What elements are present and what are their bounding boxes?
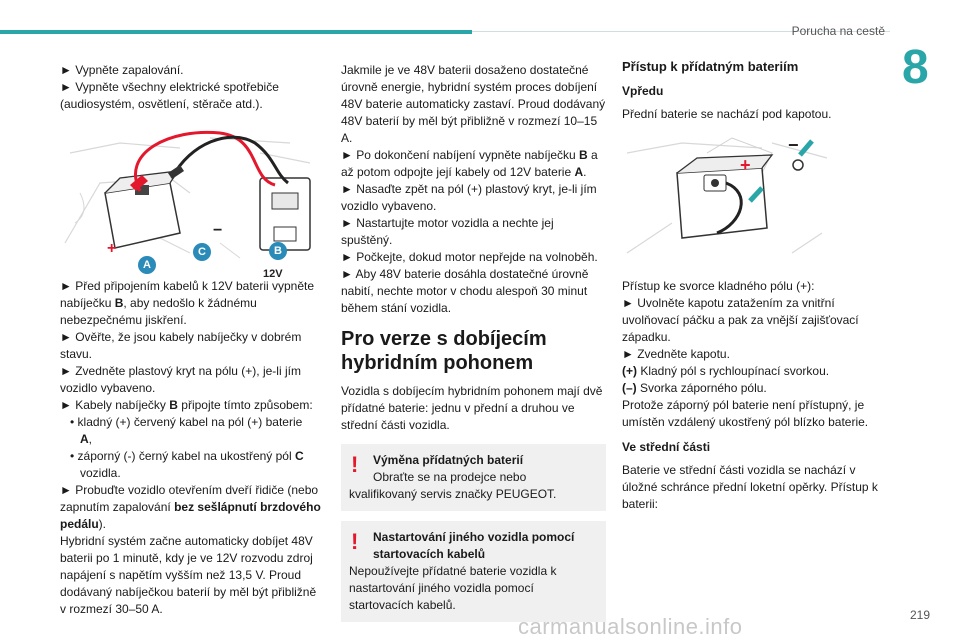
minus-sign: − <box>213 222 223 239</box>
info-front-battery: Přední baterie se nachází pod kapotou. <box>622 107 832 121</box>
column-left <box>60 62 325 618</box>
warning-box-replacement <box>341 444 606 511</box>
warning-body: Nepoužívejte přídatné baterie vozidla k nastartování jiného vozidla pomocí startovacích kabelů. <box>349 564 557 612</box>
front-battery-diagram <box>622 133 832 263</box>
voltage-label: 12V <box>263 268 283 280</box>
step-switch-off-consumers: ► Vypněte všechny elektrické spotřebiče (audiosystém, osvětlení, stěrače atd.). <box>60 80 279 111</box>
section-heading-plugin-hybrid: Pro verze s dobíjecím hybridním pohonem <box>341 328 547 374</box>
section-title: Porucha na cestě <box>791 24 885 38</box>
label-a-badge: A <box>138 256 156 274</box>
info-positive-access: Přístup ke svorce kladného pólu (+): <box>622 279 815 293</box>
warning-icon: ! <box>351 452 359 477</box>
info-auto-charging: Hybridní systém začne automaticky dobíjet 48V baterii po 1 minutě, kdy je ve 12V rozvodu zdroj napájení s napětím vyšším než 13,5 V. Proud dodávaný nabíječkou baterií by měl být přibližně v rozmezí 30–50 A. <box>60 534 317 616</box>
plus-sign: + <box>107 240 117 257</box>
step-lift-cover: ► Zvedněte plastový kryt na pólu (+), je-li jím vozidlo vybaveno. <box>60 364 301 395</box>
header-accent-bar <box>0 30 472 34</box>
minus-sign: − <box>788 135 799 155</box>
subheading-front: Vpředu <box>622 84 664 98</box>
step-wake-vehicle: ► Probuďte vozidlo otevřením dveří řidiče (nebo zapnutím zapalování bez sešlápnutí brzdového pedálu). <box>60 483 321 531</box>
warning-box-jump-start <box>341 521 606 622</box>
column-right <box>622 58 890 513</box>
warning-icon: ! <box>351 529 359 554</box>
label-c-badge: C <box>193 243 211 261</box>
info-middle-battery: Baterie ve střední části vozidla se nachází v úložné schránce přední loketní opěrky. Přístup k baterii: <box>622 463 878 511</box>
warning-body: Obraťte se na prodejce nebo <box>373 470 527 484</box>
warning-body-cont: kvalifikovaný servis značky PEUGEOT. <box>349 487 557 501</box>
charger-connection-illustration <box>60 123 325 280</box>
step-switch-off-charger: ► Před připojením kabelů k 12V baterii vypněte nabíječku B, aby nedošlo k žádnému nebezpečnému jiskření. <box>60 279 315 327</box>
step-wait-idle: ► Počkejte, dokud motor nepřejde na volnoběh. <box>341 250 598 264</box>
step-switch-off-ignition: ► Vypněte zapalování. <box>60 63 184 77</box>
chapter-number: 8 <box>902 41 929 94</box>
step-refit-cover: ► Nasaďte zpět na pól (+) plastový kryt, je-li jím vozidlo vybaveno. <box>341 182 597 213</box>
info-two-batteries: Vozidla s dobíjecím hybridním pohonem mají dvě přídatné baterie: jednu v přední a druhou ve střední části vozidla. <box>341 384 603 432</box>
step-start-engine: ► Nastartujte motor vozidla a nechte jej spuštěný. <box>341 216 554 247</box>
step-lift-bonnet: ► Zvedněte kapotu. <box>622 347 730 361</box>
heading-access-batteries: Přístup k přídatným bateriím <box>622 59 799 74</box>
step-check-cables: ► Ověřte, že jsou kabely nabíječky v dobrém stavu. <box>60 330 302 361</box>
front-battery-illustration <box>622 133 890 268</box>
legend-negative: (–) Svorka záporného pólu. <box>622 381 767 395</box>
warning-title: Nastartování jiného vozidla pomocí startovacích kabelů <box>373 530 575 561</box>
list-item-negative: • záporný (-) černý kabel na ukostřený pól C <box>70 449 304 463</box>
column-middle <box>341 62 606 632</box>
step-keep-running: ► Aby 48V baterie dosáhla dostatečné úrovně nabití, nechte motor v chodu alespoň 30 minut během stání vozidla. <box>341 267 589 315</box>
battery-charger-diagram <box>60 123 325 263</box>
plus-sign: + <box>740 155 751 175</box>
legend-positive: (+) Kladný pól s rychloupínací svorkou. <box>622 364 830 378</box>
label-b-badge: B <box>269 242 287 260</box>
warning-title: Výměna přídatných baterií <box>373 453 524 467</box>
step-disconnect: ► Po dokončení nabíjení vypněte nabíječku B a až potom odpojte její kabely od 12V baterie A. <box>341 148 598 179</box>
step-release-bonnet: ► Uvolněte kapotu zatažením za vnitřní uvolňovací páčku a pak za vnější zajišťovací západku. <box>622 296 859 344</box>
page-number: 219 <box>909 608 930 622</box>
list-item-positive-cont: A, <box>80 432 93 446</box>
list-item-positive: • kladný (+) červený kabel na pól (+) baterie <box>70 415 303 429</box>
subheading-middle: Ve střední části <box>622 440 711 454</box>
info-earth-point: Protože záporný pól baterie není přístupný, je umístěn vzdálený ukostřený pól blízko baterie. <box>622 398 869 429</box>
step-connect-cables: ► Kabely nabíječky B připojte tímto způsobem: <box>60 398 313 412</box>
watermark: carmanualsonline.info <box>518 614 743 639</box>
list-item-negative-cont: vozidla. <box>80 466 121 480</box>
info-charging-stop: Jakmile je ve 48V baterii dosaženo dostatečné úrovně energie, hybridní systém proces dobíjení 48V baterie automaticky zastaví. Proud dodávaný 48V baterií by měl být přibližně v rozmezí 10–15 A. <box>341 63 606 145</box>
